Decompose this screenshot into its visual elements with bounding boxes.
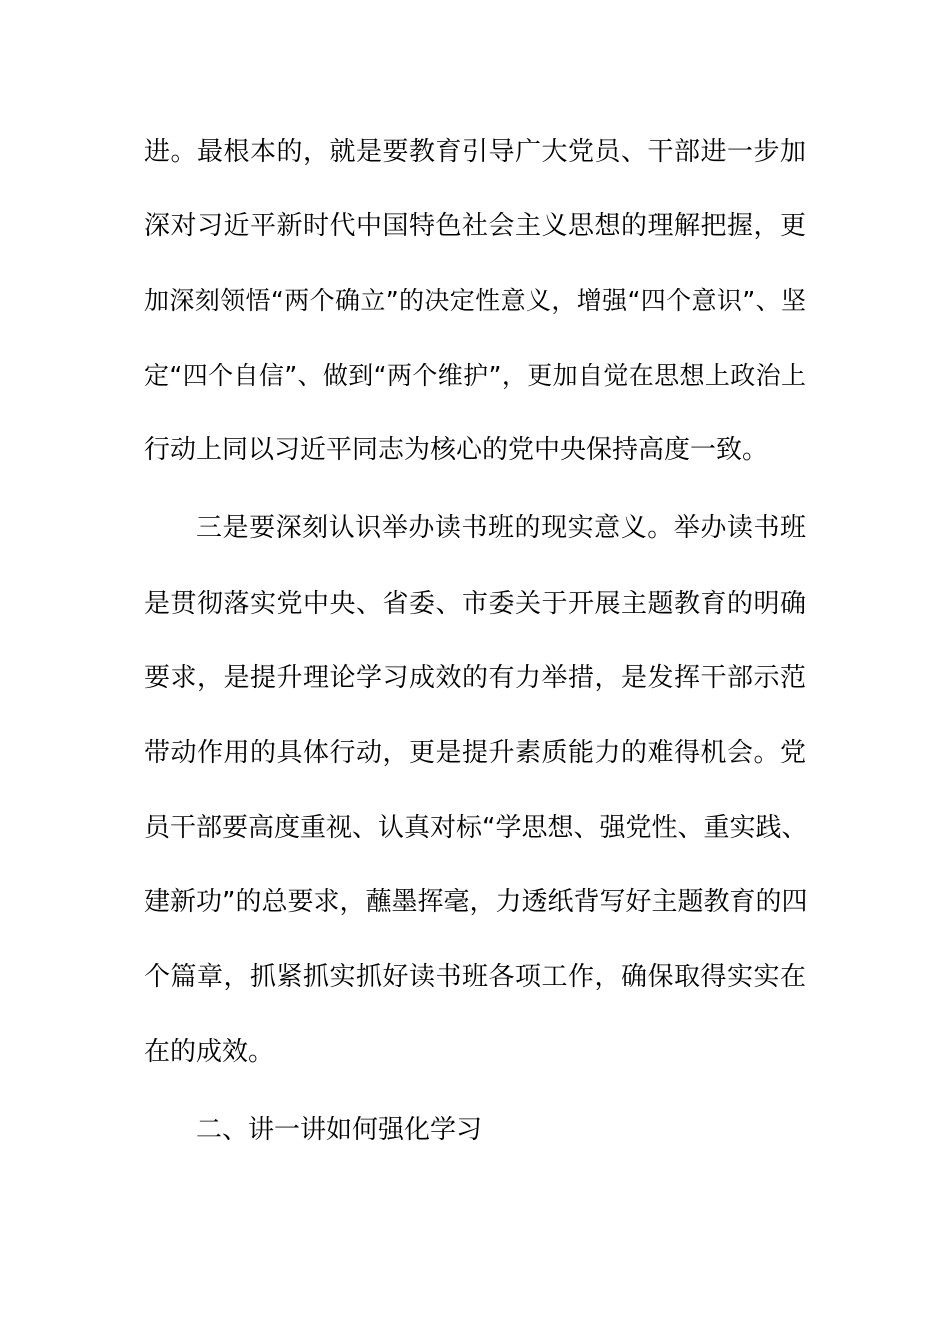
text-line: 员干部要高度重视、认真对标“学思想、强党性、重实践、	[144, 813, 808, 843]
section-heading: 二、讲一讲如何强化学习	[196, 1115, 483, 1145]
text-line: 行动上同以习近平同志为核心的党中央保持高度一致。	[144, 435, 769, 465]
text-line: 个篇章，抓紧抓实抓好读书班各项工作，确保取得实实在	[144, 962, 806, 992]
text-line: 带动作用的具体行动，更是提升素质能力的难得机会。党	[144, 738, 806, 768]
text-line: 进。最根本的，就是要教育引导广大党员、干部进一步加	[144, 137, 806, 167]
text-line: 在的成效。	[144, 1037, 275, 1067]
text-line: 三是要深刻认识举办读书班的现实意义。举办读书班	[196, 513, 806, 543]
text-line: 是贯彻落实党中央、省委、市委关于开展主题教育的明确	[144, 589, 806, 619]
text-line: 定“四个自信”、做到“两个维护”，更加自觉在思想上政治上	[144, 361, 806, 390]
text-line: 要求，是提升理论学习成效的有力举措，是发挥干部示范	[144, 663, 806, 693]
text-line: 深对习近平新时代中国特色社会主义思想的理解把握，更	[144, 211, 806, 241]
text-line: 加深刻领悟“两个确立”的决定性意义，增强“四个意识”、坚	[144, 286, 806, 315]
text-line: 建新功”的总要求，蘸墨挥毫，力透纸背写好主题教育的四	[144, 887, 808, 917]
